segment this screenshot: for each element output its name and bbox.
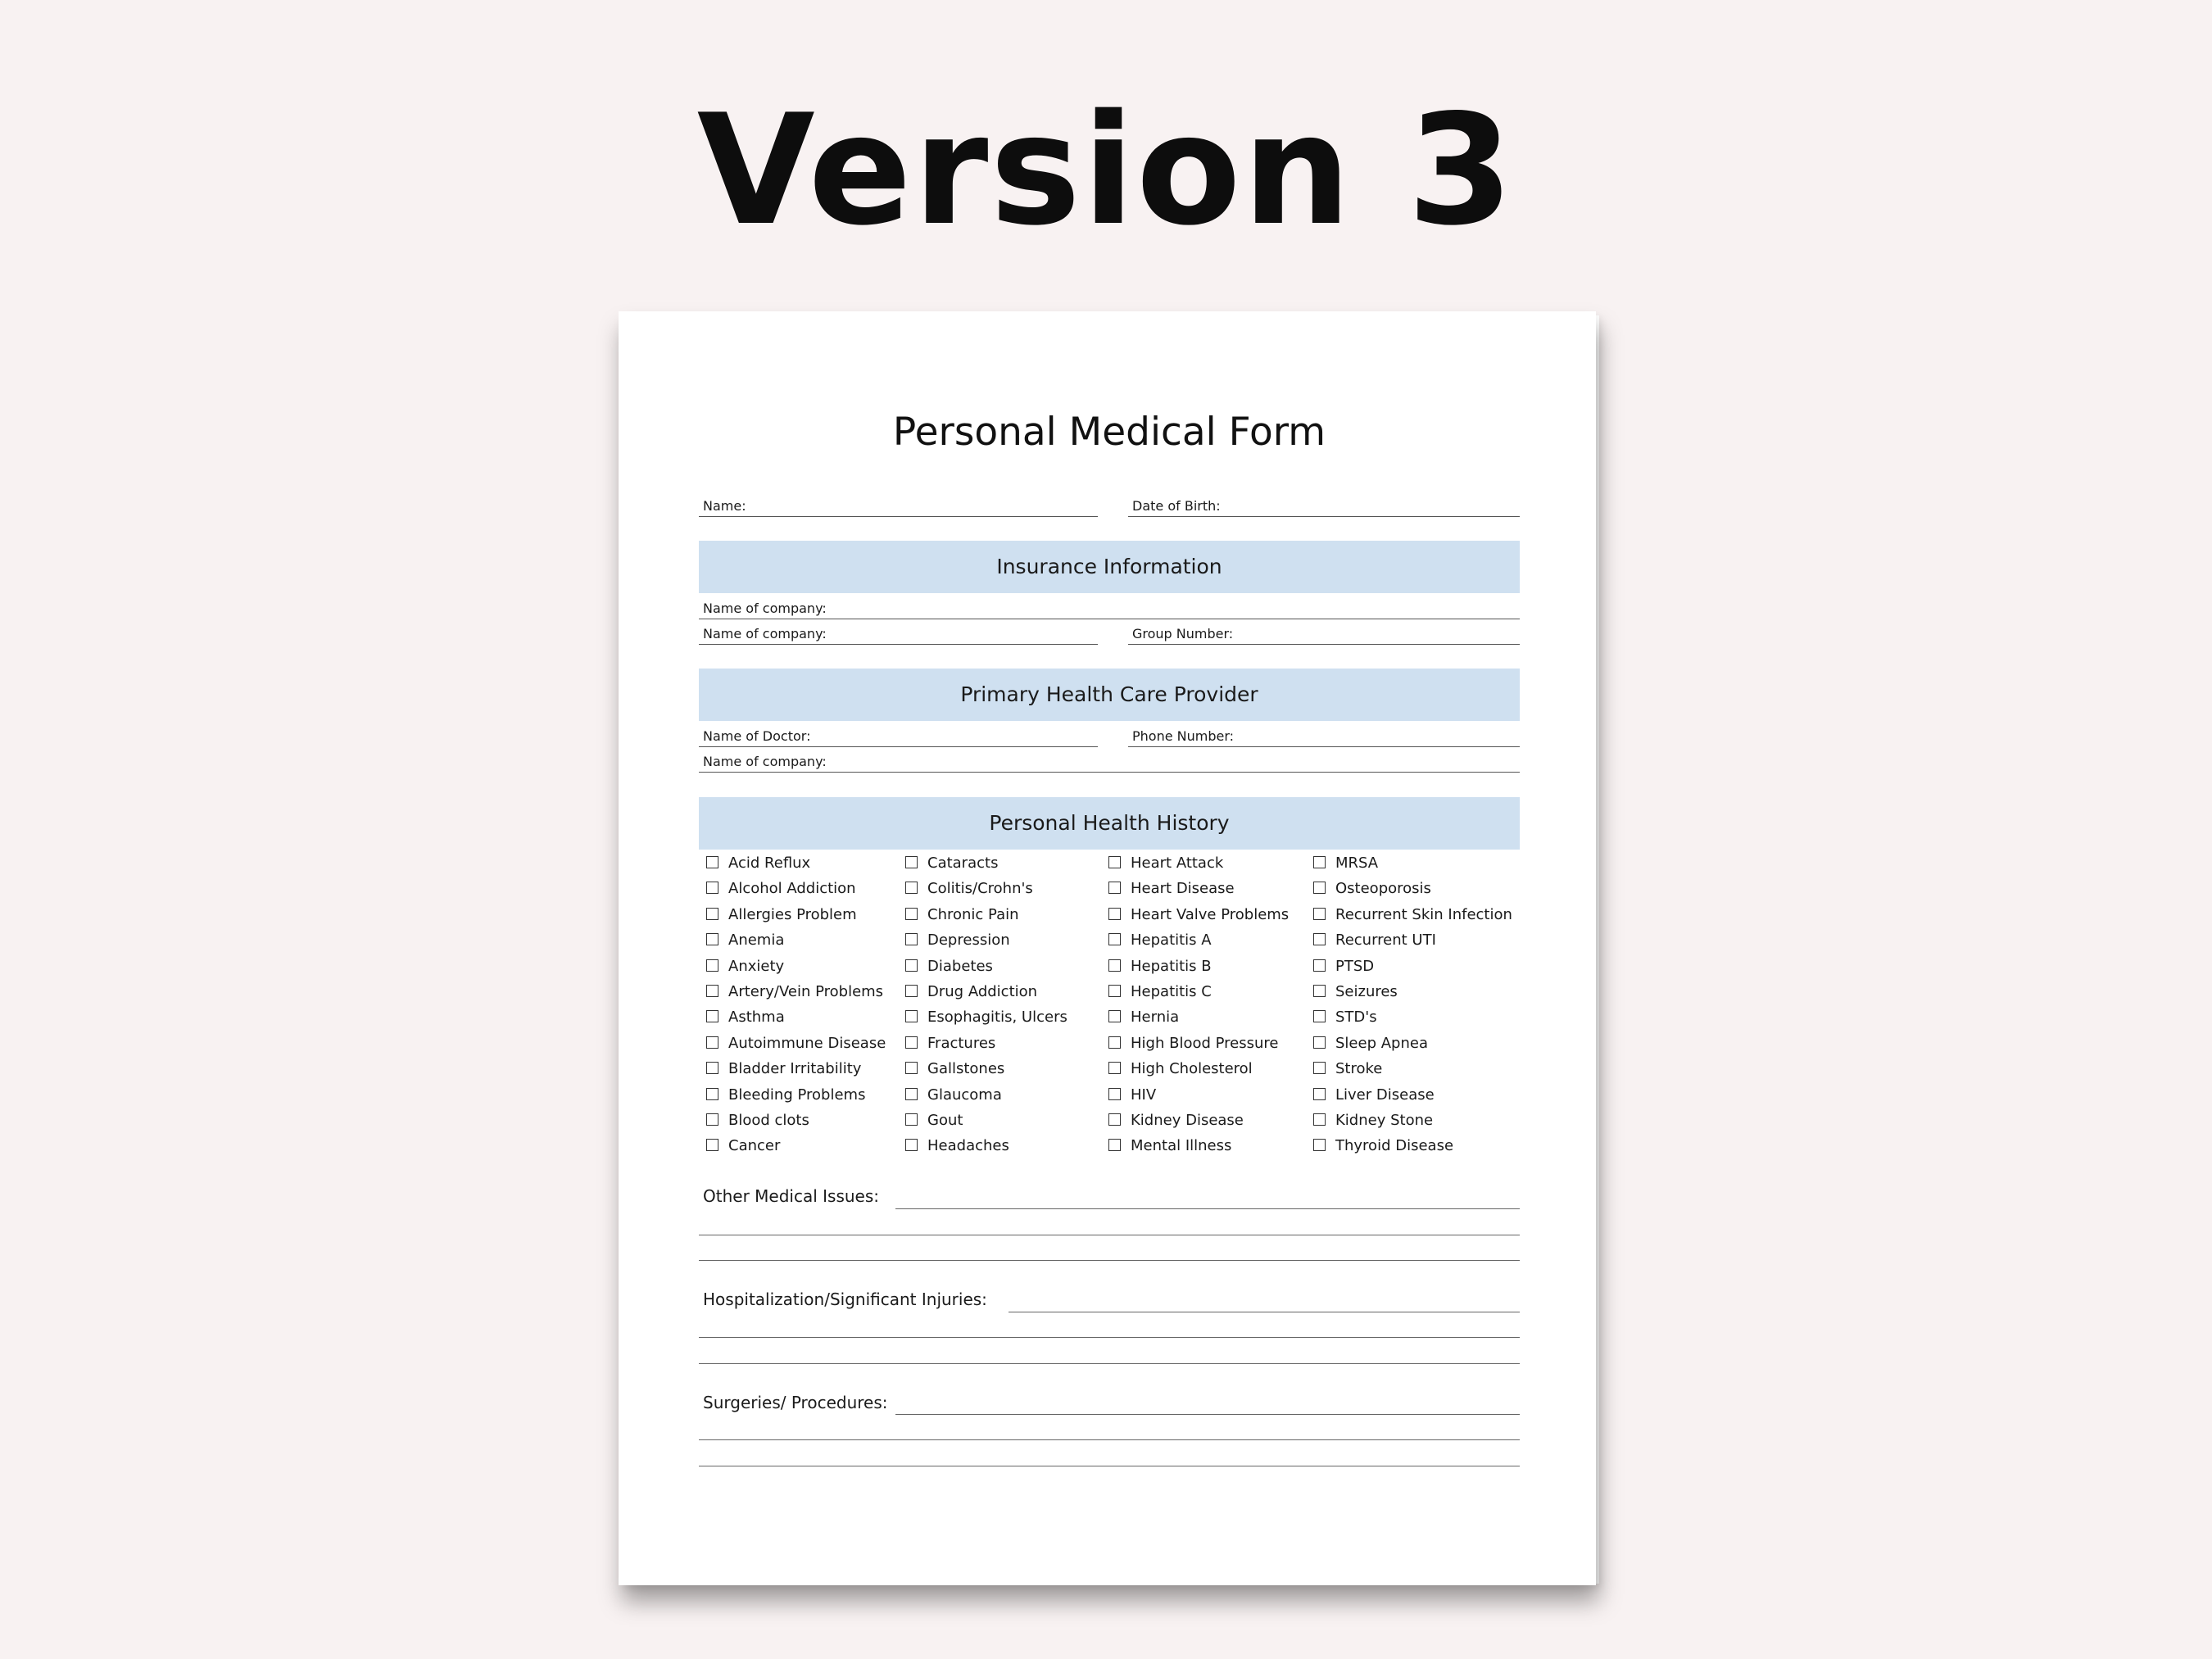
- condition-item[interactable]: [1101, 902, 1302, 927]
- condition-label: Esophagitis, Ulcers: [927, 1009, 1067, 1027]
- condition-item[interactable]: [898, 1056, 1099, 1081]
- condition-item[interactable]: [898, 927, 1099, 953]
- insurance-company-label: Name of company:: [703, 601, 827, 616]
- condition-label: Alcohol Addiction: [728, 880, 856, 898]
- condition-checkbox[interactable]: [905, 1010, 918, 1022]
- condition-checkbox[interactable]: [706, 985, 718, 997]
- condition-checkbox[interactable]: [706, 856, 718, 868]
- dob-label: Date of Birth:: [1132, 498, 1221, 514]
- condition-checkbox[interactable]: [905, 1088, 918, 1100]
- conditions-column-4: [1306, 850, 1512, 1159]
- insurance-company-label-2: Name of company:: [703, 626, 827, 641]
- condition-label: Thyroid Disease: [1335, 1137, 1454, 1155]
- condition-checkbox[interactable]: [706, 1010, 718, 1022]
- group-number-field[interactable]: [1128, 619, 1520, 645]
- condition-item[interactable]: [1306, 902, 1512, 927]
- condition-label: Drug Addiction: [927, 982, 1038, 1000]
- condition-checkbox[interactable]: [905, 856, 918, 868]
- condition-checkbox[interactable]: [1313, 856, 1326, 868]
- condition-label: Sleep Apnea: [1335, 1034, 1428, 1052]
- condition-item[interactable]: [898, 954, 1099, 979]
- condition-checkbox[interactable]: [1108, 1010, 1121, 1022]
- condition-checkbox[interactable]: [1313, 1062, 1326, 1074]
- condition-item[interactable]: [1306, 954, 1507, 979]
- condition-checkbox[interactable]: [905, 1139, 918, 1151]
- condition-checkbox[interactable]: [1313, 1036, 1326, 1049]
- doctor-name-label: Name of Doctor:: [703, 728, 811, 744]
- condition-item[interactable]: [1306, 1056, 1507, 1081]
- condition-checkbox[interactable]: [1313, 959, 1326, 972]
- condition-label: Acid Reflux: [728, 854, 811, 872]
- condition-label: Heart Disease: [1131, 880, 1235, 898]
- condition-item[interactable]: [1101, 927, 1302, 953]
- condition-item[interactable]: [1101, 1004, 1302, 1030]
- condition-label: Depression: [927, 931, 1010, 950]
- condition-label: Artery/Vein Problems: [728, 982, 884, 1000]
- condition-label: Liver Disease: [1335, 1086, 1435, 1104]
- condition-item[interactable]: [1306, 1108, 1507, 1133]
- condition-label: Hepatitis A: [1131, 931, 1212, 950]
- condition-label: HIV: [1131, 1086, 1157, 1104]
- condition-checkbox[interactable]: [706, 1062, 718, 1074]
- conditions-column-3: [1101, 850, 1302, 1159]
- condition-checkbox[interactable]: [706, 1113, 718, 1126]
- condition-item[interactable]: [699, 1004, 900, 1030]
- condition-item[interactable]: [1101, 954, 1302, 979]
- condition-checkbox[interactable]: [1108, 882, 1121, 894]
- condition-item[interactable]: [1101, 876, 1302, 901]
- doctor-name-field[interactable]: [699, 722, 1098, 747]
- condition-checkbox[interactable]: [706, 1036, 718, 1049]
- condition-item[interactable]: [1101, 1082, 1302, 1108]
- condition-item[interactable]: [1306, 1082, 1507, 1108]
- condition-checkbox[interactable]: [905, 1036, 918, 1049]
- condition-item[interactable]: [1306, 1133, 1507, 1158]
- condition-item[interactable]: [1101, 1108, 1302, 1133]
- condition-checkbox[interactable]: [706, 882, 718, 894]
- condition-label: Asthma: [728, 1009, 785, 1027]
- history-section-header: Personal Health History: [699, 797, 1520, 850]
- condition-checkbox[interactable]: [905, 1113, 918, 1126]
- condition-label: Autoimmune Disease: [728, 1034, 886, 1052]
- condition-label: High Blood Pressure: [1131, 1034, 1279, 1052]
- condition-item[interactable]: [699, 850, 900, 876]
- condition-item[interactable]: [898, 1004, 1099, 1030]
- condition-checkbox[interactable]: [706, 933, 718, 945]
- hospitalization-label: Hospitalization/Significant Injuries:: [703, 1290, 987, 1309]
- condition-item[interactable]: [898, 876, 1099, 901]
- condition-label: Gout: [927, 1111, 963, 1129]
- condition-item[interactable]: [898, 1133, 1099, 1158]
- group-number-label: Group Number:: [1132, 626, 1234, 641]
- condition-checkbox[interactable]: [1108, 985, 1121, 997]
- condition-label: Anxiety: [728, 957, 785, 975]
- condition-item[interactable]: [1306, 876, 1507, 901]
- condition-checkbox[interactable]: [1313, 1088, 1326, 1100]
- condition-item[interactable]: [1306, 850, 1507, 876]
- other-issues-line-3[interactable]: [699, 1260, 1520, 1261]
- conditions-column-1: [699, 850, 900, 1159]
- condition-checkbox[interactable]: [706, 1088, 718, 1100]
- name-label: Name:: [703, 498, 746, 514]
- other-issues-label: Other Medical Issues:: [703, 1186, 879, 1206]
- condition-checkbox[interactable]: [706, 959, 718, 972]
- condition-item[interactable]: [699, 902, 900, 927]
- condition-checkbox[interactable]: [1108, 908, 1121, 920]
- condition-checkbox[interactable]: [1108, 959, 1121, 972]
- condition-item[interactable]: [699, 979, 900, 1004]
- condition-checkbox[interactable]: [1108, 1088, 1121, 1100]
- condition-label: Heart Attack: [1131, 854, 1224, 872]
- hospitalization-line-3[interactable]: [699, 1363, 1520, 1364]
- condition-item[interactable]: [898, 902, 1099, 927]
- condition-checkbox[interactable]: [1313, 1010, 1326, 1022]
- condition-checkbox[interactable]: [1313, 985, 1326, 997]
- condition-item[interactable]: [1101, 1056, 1302, 1081]
- condition-item[interactable]: [699, 1082, 900, 1108]
- insurance-company-field[interactable]: [699, 594, 1520, 619]
- condition-checkbox[interactable]: [1313, 882, 1326, 894]
- condition-item[interactable]: [898, 1082, 1099, 1108]
- condition-label: Colitis/Crohn's: [927, 880, 1033, 898]
- condition-checkbox[interactable]: [1108, 933, 1121, 945]
- condition-label: STD's: [1335, 1009, 1377, 1027]
- condition-label: Recurrent Skin Infection: [1335, 905, 1512, 923]
- condition-label: Cataracts: [927, 854, 999, 872]
- condition-label: Chronic Pain: [927, 905, 1019, 923]
- hospitalization-line-2[interactable]: [699, 1337, 1520, 1338]
- insurance-section-header: Insurance Information: [699, 541, 1520, 593]
- insurance-company-field-2[interactable]: [699, 619, 1098, 645]
- condition-checkbox[interactable]: [1108, 1036, 1121, 1049]
- condition-label: Recurrent UTI: [1335, 931, 1436, 950]
- condition-item[interactable]: [699, 876, 900, 901]
- condition-label: Heart Valve Problems: [1131, 905, 1290, 923]
- dob-field[interactable]: [1128, 492, 1520, 517]
- condition-item[interactable]: [699, 1031, 900, 1056]
- condition-item[interactable]: [1306, 927, 1507, 953]
- form-title: Personal Medical Form: [892, 410, 1326, 455]
- condition-item[interactable]: [898, 850, 1099, 876]
- condition-checkbox[interactable]: [706, 908, 718, 920]
- condition-label: Bladder Irritability: [728, 1060, 862, 1078]
- condition-item[interactable]: [898, 1031, 1099, 1056]
- condition-checkbox[interactable]: [905, 882, 918, 894]
- condition-label: Bleeding Problems: [728, 1086, 866, 1104]
- condition-checkbox[interactable]: [1108, 1062, 1121, 1074]
- condition-checkbox[interactable]: [905, 1062, 918, 1074]
- condition-label: Hepatitis B: [1131, 957, 1212, 975]
- condition-item[interactable]: [699, 1108, 900, 1133]
- condition-item[interactable]: [699, 927, 900, 953]
- surgeries-line-1[interactable]: [895, 1414, 1520, 1415]
- condition-label: Cancer: [728, 1137, 781, 1155]
- condition-label: PTSD: [1335, 957, 1375, 975]
- condition-label: Seizures: [1335, 982, 1398, 1000]
- condition-label: Stroke: [1335, 1060, 1383, 1078]
- condition-label: Gallstones: [927, 1060, 1005, 1078]
- condition-label: Hernia: [1131, 1009, 1180, 1027]
- condition-label: Blood clots: [728, 1111, 809, 1129]
- condition-label: Osteoporosis: [1335, 880, 1431, 898]
- condition-checkbox[interactable]: [1108, 856, 1121, 868]
- condition-item[interactable]: [1306, 1004, 1507, 1030]
- condition-label: High Cholesterol: [1131, 1060, 1253, 1078]
- condition-item[interactable]: [699, 1056, 900, 1081]
- condition-checkbox[interactable]: [1313, 1113, 1326, 1126]
- condition-checkbox[interactable]: [1313, 908, 1326, 920]
- phone-number-field[interactable]: [1128, 722, 1520, 747]
- condition-label: Headaches: [927, 1137, 1009, 1155]
- surgeries-line-2[interactable]: [699, 1439, 1520, 1440]
- provider-section-header: Primary Health Care Provider: [699, 669, 1520, 721]
- condition-checkbox[interactable]: [1108, 1113, 1121, 1126]
- condition-checkbox[interactable]: [706, 1139, 718, 1151]
- provider-company-label: Name of company:: [703, 754, 827, 769]
- condition-item[interactable]: [1101, 979, 1302, 1004]
- provider-company-field[interactable]: [699, 747, 1520, 773]
- condition-checkbox[interactable]: [1313, 1139, 1326, 1151]
- surgeries-label: Surgeries/ Procedures:: [703, 1393, 888, 1412]
- condition-label: Glaucoma: [927, 1086, 1002, 1104]
- condition-item[interactable]: [1101, 850, 1302, 876]
- condition-label: Allergies Problem: [728, 905, 857, 923]
- condition-label: Fractures: [927, 1034, 996, 1052]
- condition-checkbox[interactable]: [1313, 933, 1326, 945]
- medical-form-sheet: [619, 311, 1596, 1585]
- phone-number-label: Phone Number:: [1132, 728, 1235, 744]
- condition-label: Hepatitis C: [1131, 982, 1212, 1000]
- condition-label: Kidney Disease: [1131, 1111, 1244, 1129]
- condition-item[interactable]: [1101, 1133, 1302, 1158]
- condition-item[interactable]: [1306, 1031, 1507, 1056]
- condition-item[interactable]: [699, 954, 900, 979]
- conditions-column-2: [898, 850, 1099, 1159]
- condition-checkbox[interactable]: [1108, 1139, 1121, 1151]
- condition-label: Diabetes: [927, 957, 993, 975]
- condition-checkbox[interactable]: [905, 933, 918, 945]
- condition-label: MRSA: [1335, 854, 1379, 872]
- condition-checkbox[interactable]: [905, 908, 918, 920]
- condition-item[interactable]: [898, 1108, 1099, 1133]
- condition-item[interactable]: [1306, 979, 1507, 1004]
- condition-item[interactable]: [898, 979, 1099, 1004]
- condition-checkbox[interactable]: [905, 985, 918, 997]
- name-field[interactable]: [699, 492, 1098, 517]
- condition-item[interactable]: [1101, 1031, 1302, 1056]
- banner-title: Version 3: [696, 81, 1516, 259]
- other-issues-line-1[interactable]: [895, 1208, 1520, 1209]
- condition-label: Mental Illness: [1131, 1137, 1232, 1155]
- condition-label: Kidney Stone: [1335, 1111, 1434, 1129]
- condition-checkbox[interactable]: [905, 959, 918, 972]
- condition-label: Anemia: [728, 931, 785, 950]
- condition-item[interactable]: [699, 1133, 900, 1158]
